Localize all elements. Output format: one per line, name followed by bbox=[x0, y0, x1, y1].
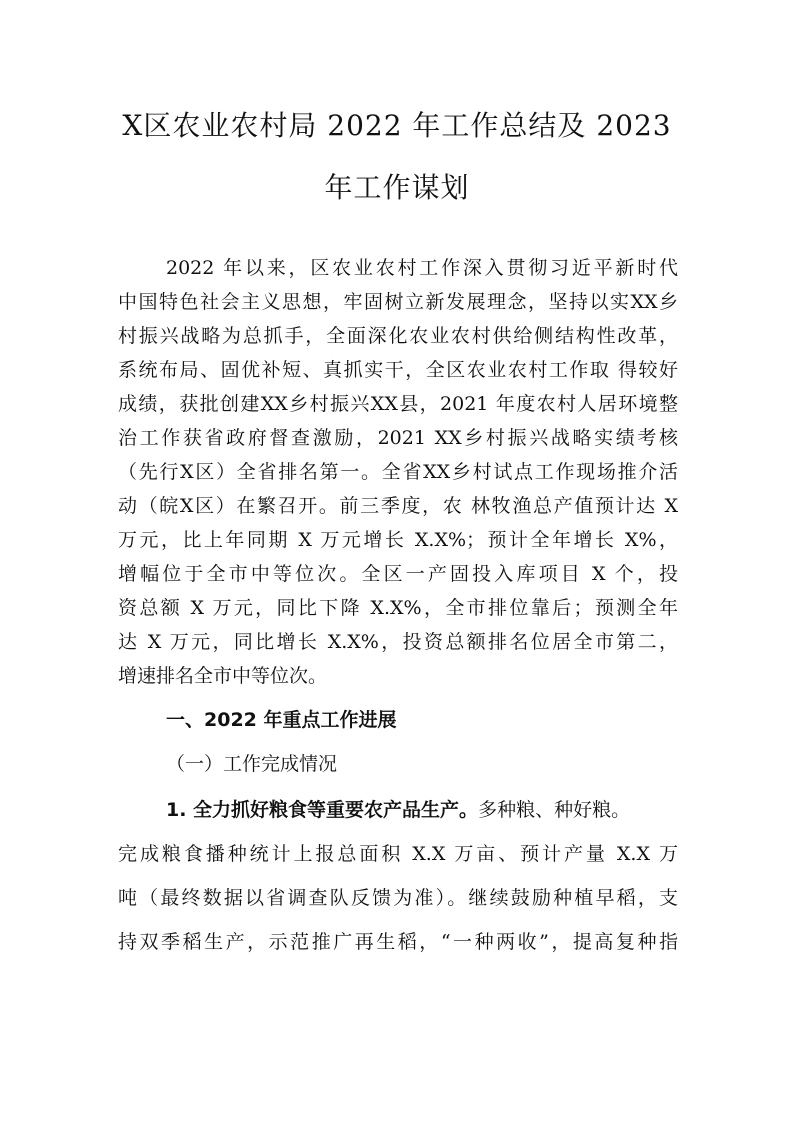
item-1-first-line bbox=[166, 798, 678, 822]
item-1-text: 多种粮、种好粮。 bbox=[478, 799, 631, 821]
intro-paragraph-line: 万元，比上年同期 X 万元增长 X.X%；预计全年增长 X%， bbox=[118, 529, 678, 551]
intro-paragraph-line: （先行X区）全省排名第一。全省XX乡村试点工作现场推介活 bbox=[118, 461, 678, 483]
intro-paragraph-line: 2022 年以来，区农业农村工作深入贯彻习近平新时代 bbox=[166, 257, 678, 279]
intro-paragraph-line: 系统布局、固优补短、真抓实干，全区农业农村工作取 得较好 bbox=[118, 359, 678, 381]
section-heading: 一、2022 年重点工作进展 bbox=[166, 709, 397, 731]
intro-paragraph-line: 增幅位于全市中等位次。全区一产固投入库项目 X 个，投 bbox=[118, 563, 678, 585]
intro-paragraph-line: 动（皖X区）在繁召开。前三季度，农 林牧渔总产值预计达 X bbox=[118, 495, 678, 517]
item-1-lead: 1. 全力抓好粮食等重要农产品生产。 bbox=[166, 799, 479, 821]
item-1-line: 吨（最终数据以省调查队反馈为准）。继续鼓励种植早稻，支 bbox=[118, 887, 678, 909]
intro-paragraph-line: 资总额 X 万元，同比下降 X.X%，全市排位靠后；预测全年 bbox=[118, 597, 678, 619]
intro-paragraph-line: 成绩，获批创建XX乡村振兴XX县，2021 年度农村人居环境整 bbox=[118, 393, 678, 415]
subsection-heading: （一）工作完成情况 bbox=[166, 753, 338, 775]
intro-paragraph-line: 增速排名全市中等位次。 bbox=[118, 665, 328, 687]
intro-paragraph-line: 中国特色社会主义思想，牢固树立新发展理念，坚持以实XX乡 bbox=[118, 291, 678, 313]
document-title-line-1: X区农业农村局 2022 年工作总结及 2023 bbox=[122, 109, 672, 142]
intro-paragraph-line: 达 X 万元，同比增长 X.X%，投资总额排名位居全市第二， bbox=[118, 631, 678, 653]
document-title-line-2: 年工作谋划 bbox=[324, 171, 470, 204]
intro-paragraph-line: 治工作获省政府督查激励，2021 XX乡村振兴战略实绩考核 bbox=[118, 427, 678, 449]
item-1-line: 持双季稻生产，示范推广再生稻，“一种两收”，提高复种指 bbox=[118, 931, 678, 953]
item-1-line: 完成粮食播种统计上报总面积 X.X 万亩、预计产量 X.X 万 bbox=[118, 843, 678, 865]
intro-paragraph-line: 村振兴战略为总抓手，全面深化农业农村供给侧结构性改革， bbox=[118, 325, 678, 347]
